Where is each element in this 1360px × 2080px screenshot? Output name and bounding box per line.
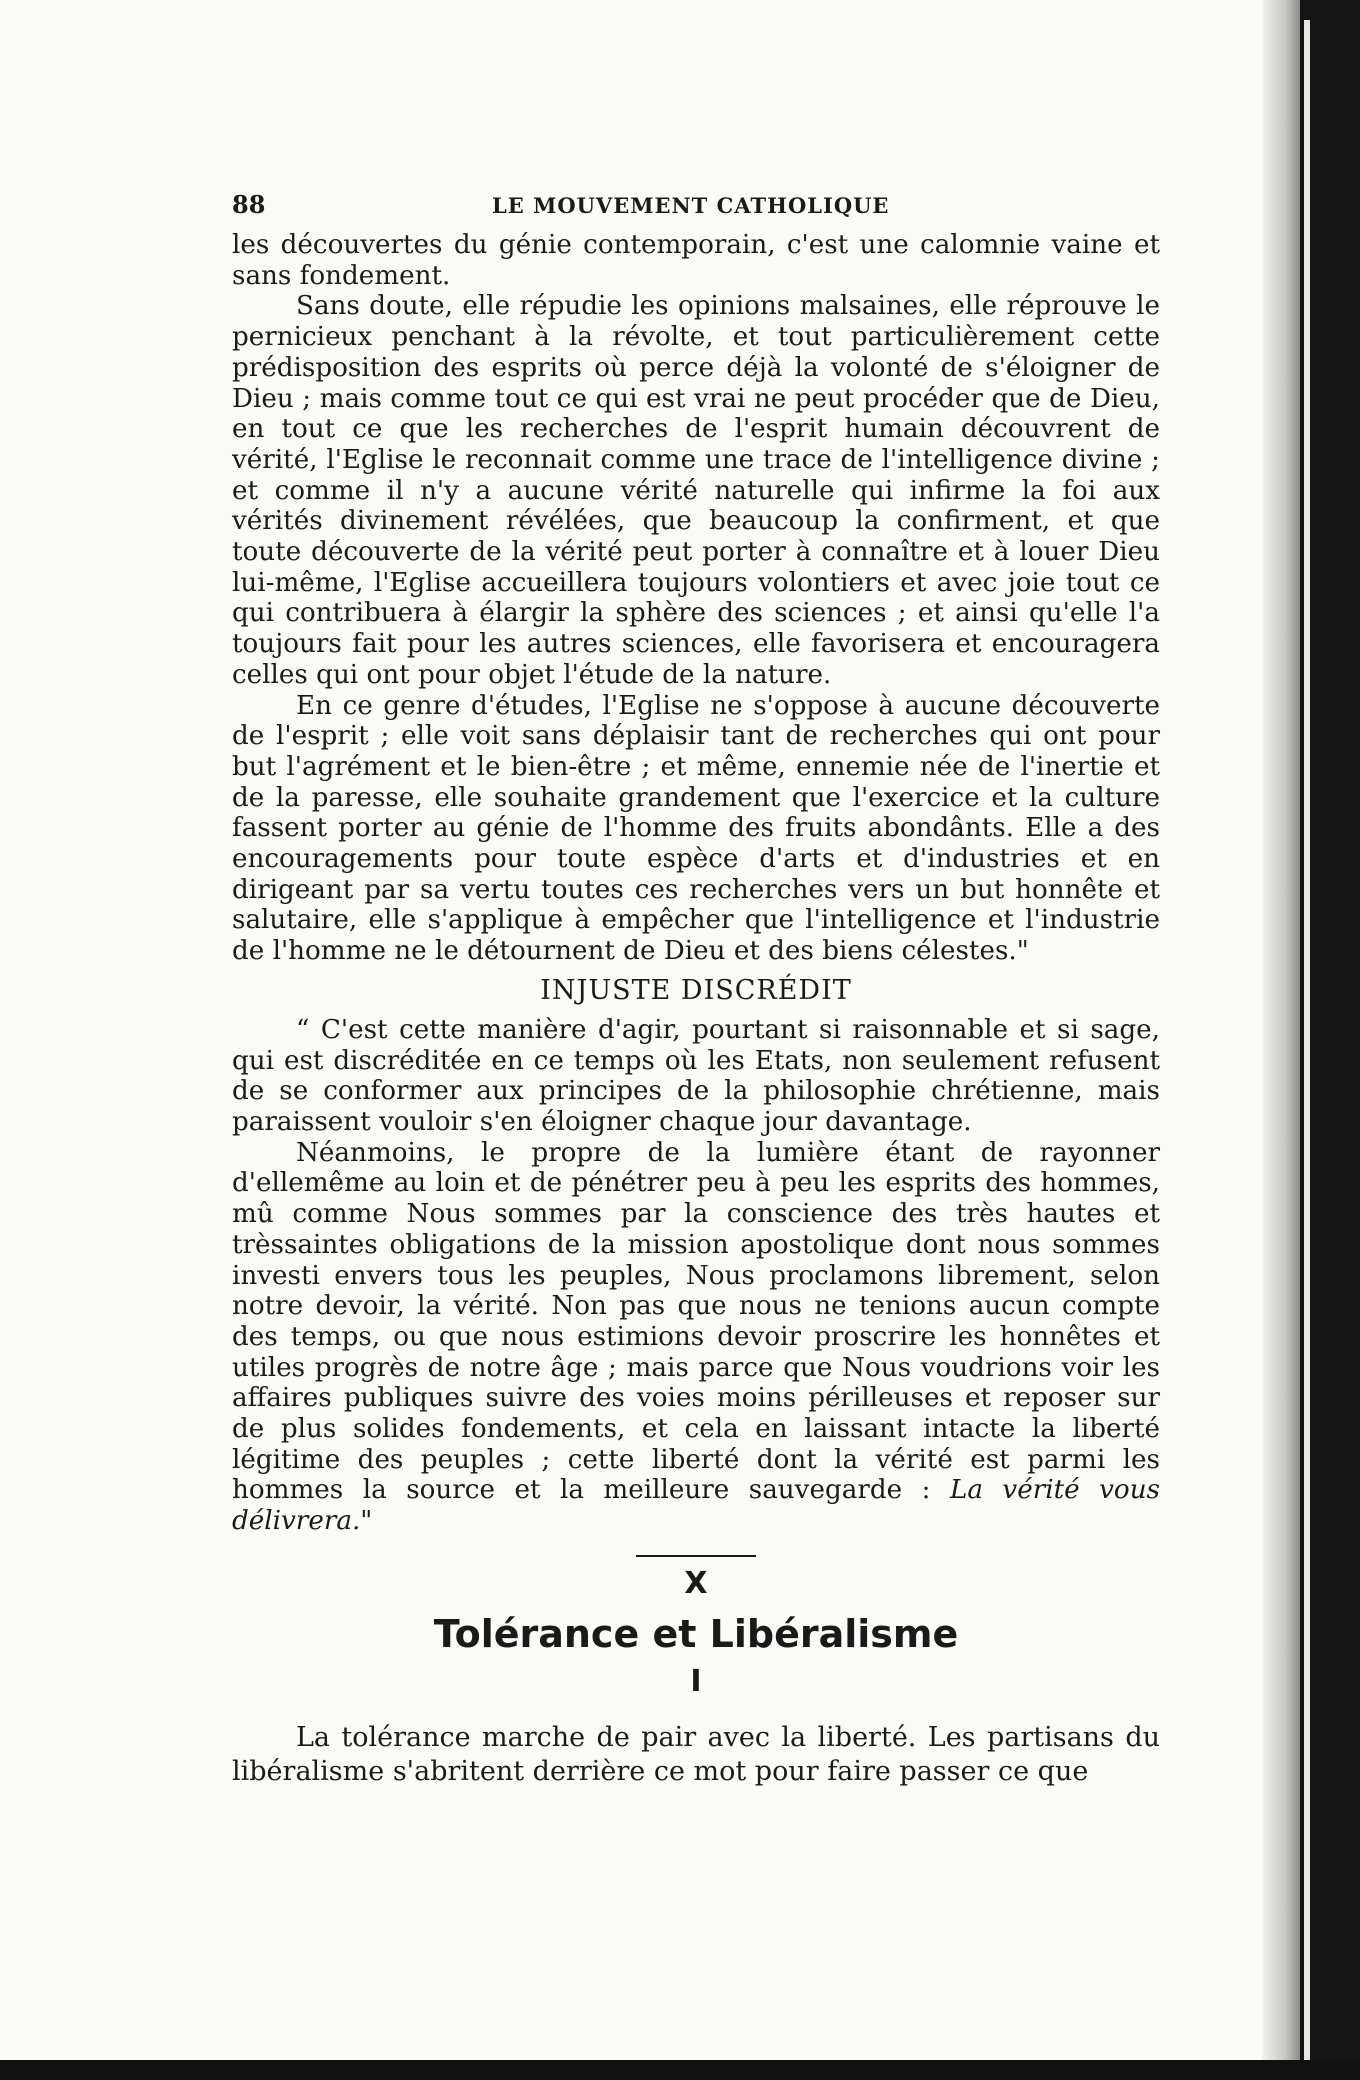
chapter-numeral: X (684, 1565, 708, 1601)
body-text (232, 230, 1160, 1537)
chapter-sub-numeral: I (690, 1663, 702, 1699)
page-number: 88 (232, 190, 266, 219)
chapter-paragraph-1: La tolérance marche de pair avec la liberté. Les partisans du libéralisme s'abritent derrière ce mot pour faire passer ce que (232, 1721, 1160, 1787)
section-paragraph-1: “ C'est cette manière d'agir, pourtant si raisonnable et si sage, qui est discréditée en ce temps où les Etats, non seulement refusent de se conformer aux principes de la philosophie chrétienne, mais paraissent vouloir s'en éloigner chaque jour davantage. (232, 1014, 1160, 1137)
page-content (232, 190, 1160, 1789)
paragraph-3: En ce genre d'études, l'Eglise ne s'oppose à aucune découverte de l'esprit ; elle voit sans déplaisir tant de recherches qui ont pour but l'agrément et le bien-être ; et même, ennemie née de l'inertie et de la paresse, elle souhaite grandement que l'exercice et la culture fassent porter au génie de l'homme des fruits abondânts. Elle a des encouragements pour toute espèce d'arts et d'industries et en dirigeant par sa vertu toutes ces recherches vers un but honnête et salutaire, elle s'applique à empêcher que l'intelligence et l'industrie de l'homme ne le détournent de Dieu et des biens célestes." (232, 690, 1160, 967)
scan-bottom-edge (0, 2060, 1360, 2080)
section-paragraph-2 (232, 1138, 1160, 1537)
chapter-title: Tolérance et Libéralisme (433, 1611, 959, 1656)
quote-close: " (360, 1506, 373, 1537)
italic-quote: La vérité vous délivrera. (232, 1475, 1160, 1537)
section-heading: INJUSTE DISCRÉDIT (540, 974, 852, 1006)
spine-edge-line (1304, 20, 1310, 2060)
section-divider-rule (636, 1555, 756, 1557)
paragraph-2: Sans doute, elle répudie les opinions malsaines, elle réprouve le pernicieux penchant à la révolte, et tout particulièrement cette prédisposition des esprits où perce déjà la volonté de s'éloigner de Dieu ; mais comme tout ce qui est vrai ne peut procéder que de Dieu, en tout ce que les recherches de l'esprit humain découvrent de vérité, l'Eglise le reconnait comme une trace de l'intelligence divine ; et comme il n'y a aucune vérité naturelle qui infirme la foi aux vérités divinement révélées, que beaucoup la confirment, et que toute découverte de la vérité peut porter à connaître et à louer Dieu lui-même, l'Eglise accueillera toujours volontiers et avec joie tout ce qui contribuera à élargir la sphère des sciences ; et ainsi qu'elle l'a toujours fait pour les autres sciences, elle favorisera et encouragera celles qui ont pour objet l'étude de la nature. (232, 291, 1160, 690)
page-gutter-shadow (1262, 0, 1300, 2060)
section-paragraph-2-text: Néanmoins, le propre de la lumière étant de rayonner d'ellemême au loin et de pénétrer peu à peu les esprits des hommes, mû comme Nous sommes par la conscience des très hautes et trèssaintes obligations de la mission apostolique dont nous sommes investi envers tous les peuples, Nous proclamons librement, selon notre devoir, la vérité. Non pas que nous ne tenions aucun compte des temps, ou que nous estimions devoir proscrire les honnêtes et utiles progrès de notre âge ; mais parce que Nous voudrions voir les affaires publiques suivre des voies moins périlleuses et reposer sur de plus solides fondements, et cela en laissant intacte la liberté légitime des peuples ; cette liberté dont la vérité est parmi les hommes la source et la meilleure sauvegarde : (232, 1137, 1160, 1506)
running-head (232, 190, 1160, 230)
paragraph-1: les découvertes du génie contemporain, c'est une calomnie vaine et sans fondement. (232, 230, 1160, 291)
running-title: LE MOUVEMENT CATHOLIQUE (492, 193, 890, 218)
